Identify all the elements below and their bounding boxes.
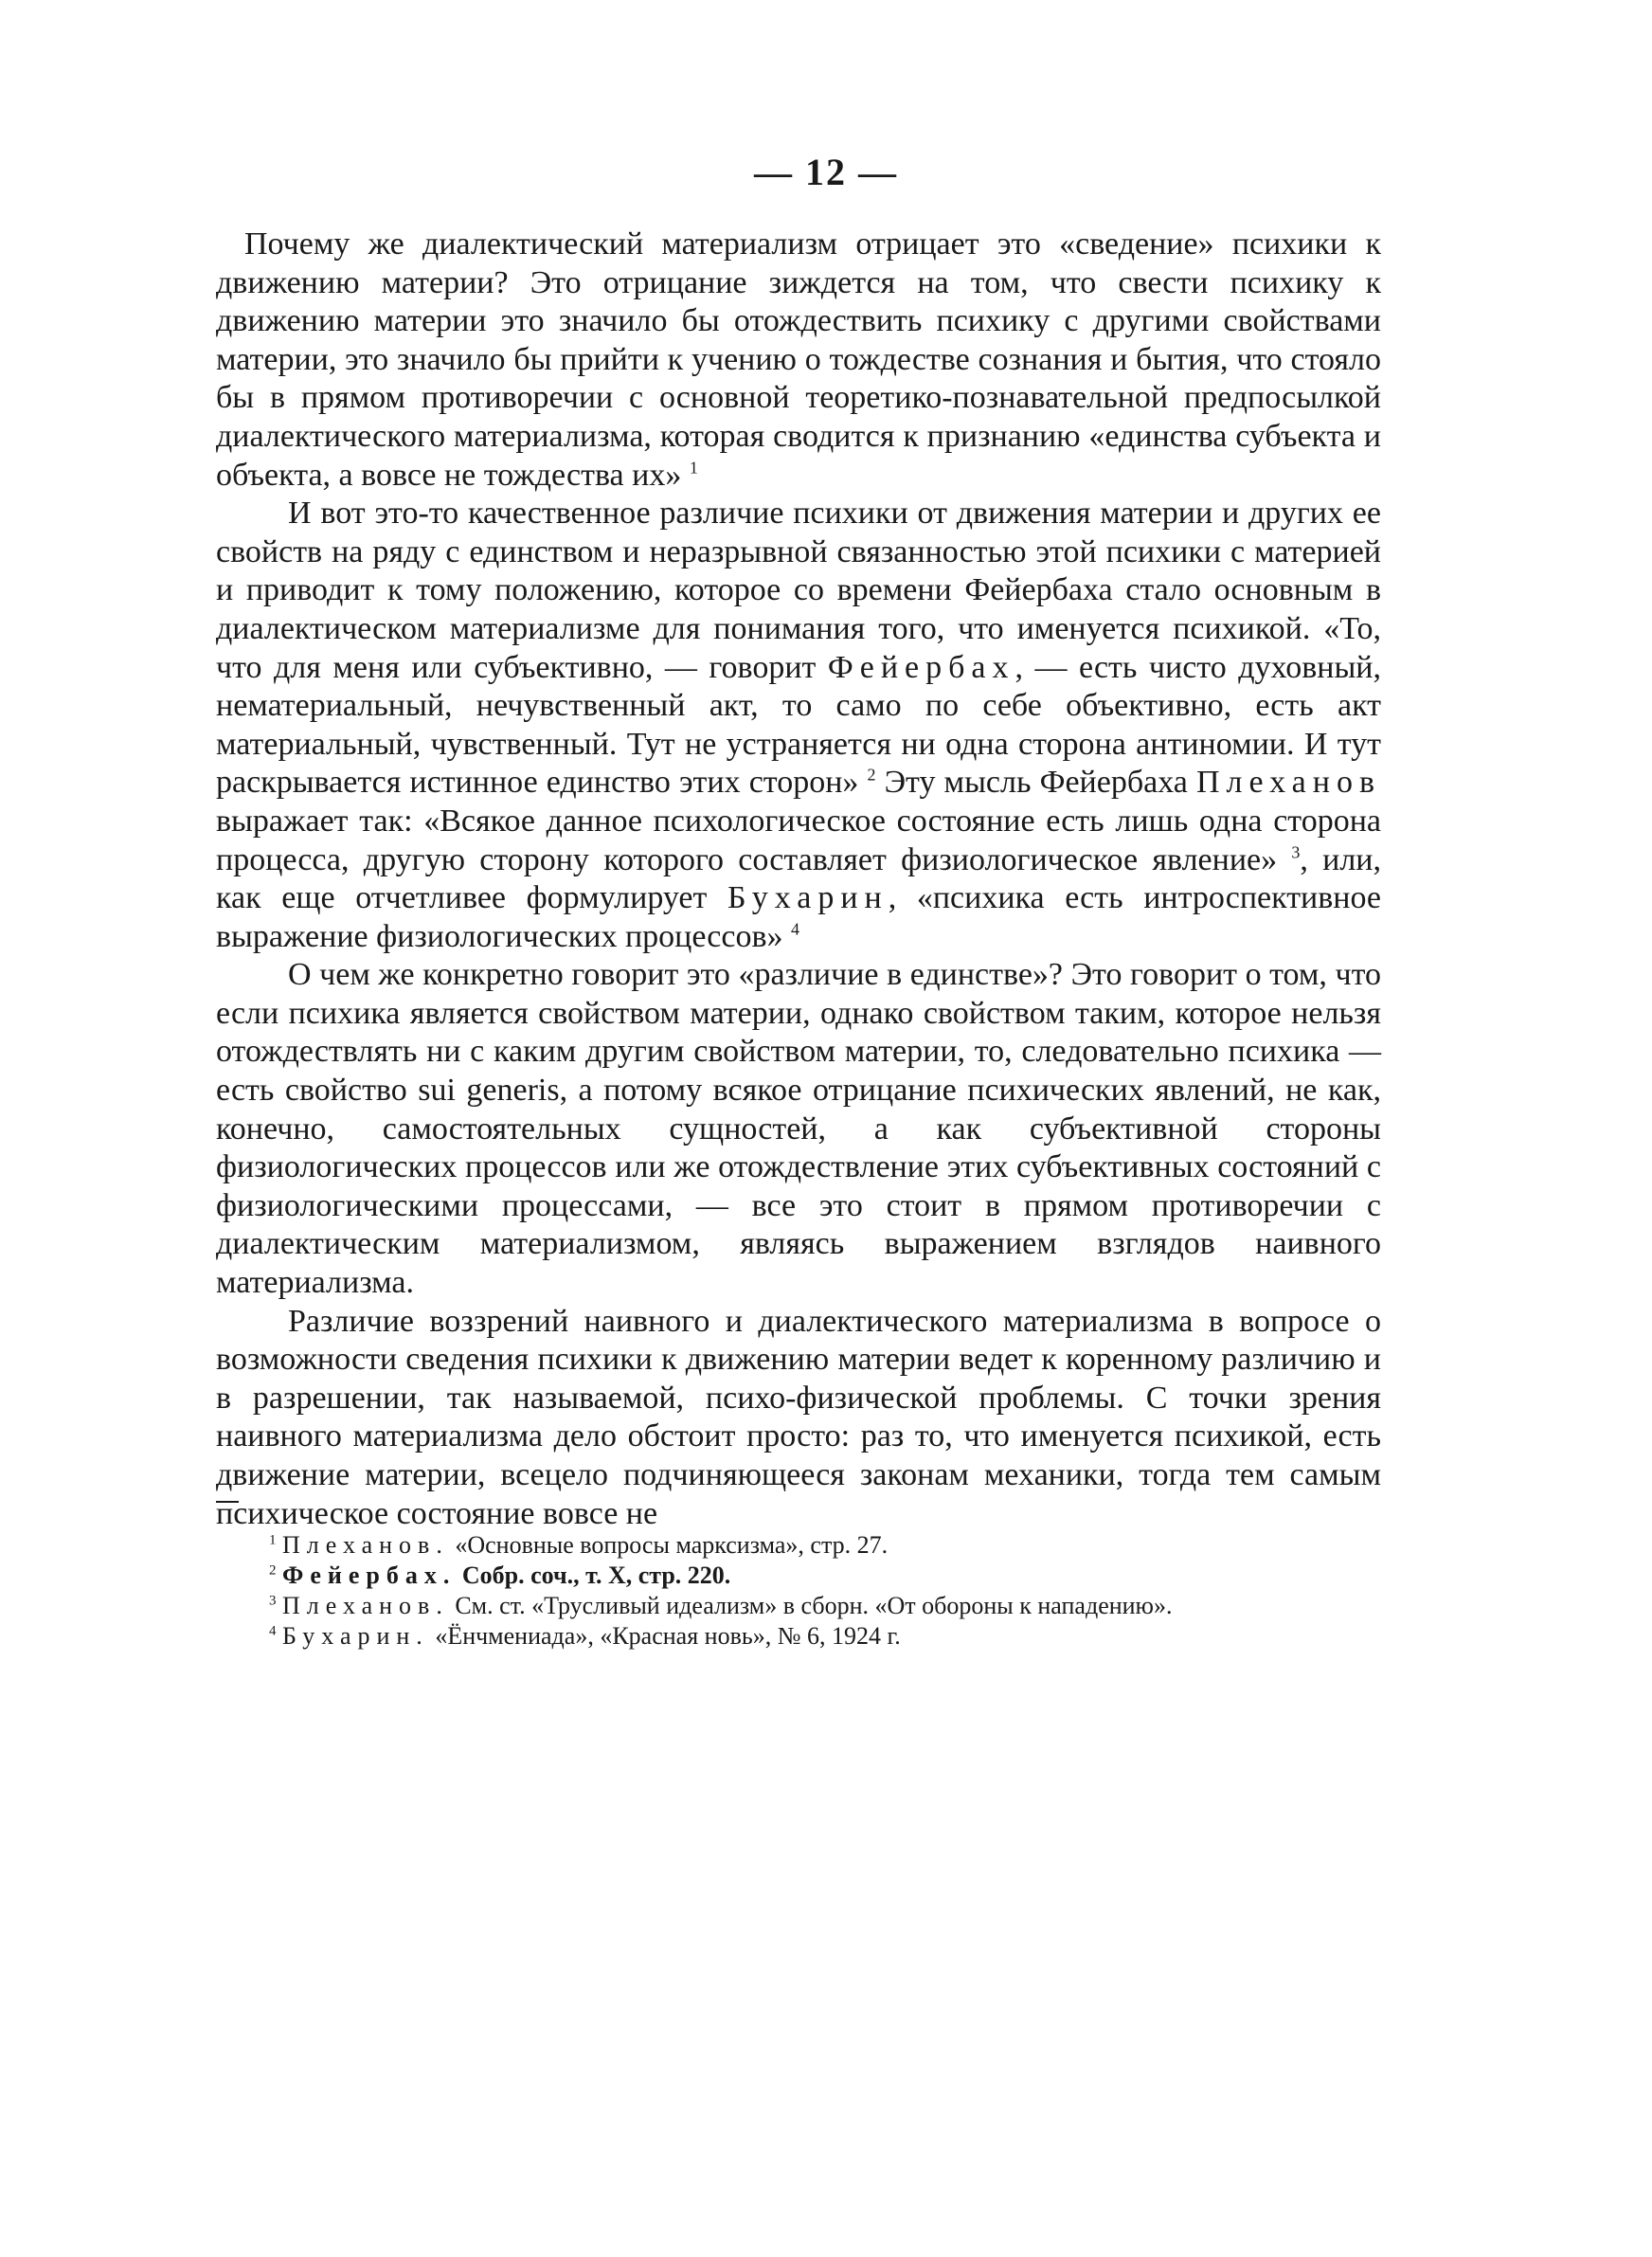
paragraph-2-part6: , «психика есть интроспективное выражение физиологических процессов» xyxy=(216,880,1382,954)
footnotes xyxy=(216,1530,1381,1652)
footnote-author: Плеханов. xyxy=(282,1592,449,1619)
footnote-ref-1: 1 xyxy=(689,458,698,478)
footnote-1 xyxy=(216,1530,1381,1561)
paragraph-1 xyxy=(216,226,1381,495)
paragraph-3 xyxy=(216,956,1381,1302)
author-bukharin: Бухарин xyxy=(727,880,889,916)
paragraph-2 xyxy=(216,495,1381,956)
footnote-text: «Ёнчмениада», «Красная новь», № 6, 1924 г. xyxy=(435,1622,901,1650)
footnote-number: 2 xyxy=(269,1562,277,1579)
footnote-text: «Основные вопросы марксизма», стр. 27. xyxy=(455,1531,889,1559)
footnote-ref-4: 4 xyxy=(791,919,800,939)
footnote-4 xyxy=(216,1621,1381,1652)
footnote-author: Фейербах. xyxy=(282,1562,457,1589)
paragraph-2-part1: И вот это-то качественное различие психики от движения материи и других ее свойств на ряду с единством и неразрывной связанностью этой психики с материей и приводит к тому положению, которое со времени Фейербаха стало основным в диалектическом материализме для понимания того, что именуется психикой. «То, что для меня или субъективно, — говорит xyxy=(216,496,1381,685)
paragraph-2-part2: , — есть чисто духовный, нематериальный, нечувственный акт, то само по себе объективно, есть акт материальный, чувственный. Тут не устраняется ни одна сторона антиномии. И тут раскрывается истинное единство этих сторон» xyxy=(216,649,1381,801)
footnote-ref-2: 2 xyxy=(867,765,876,785)
footnote-2 xyxy=(216,1561,1381,1591)
page-number: — 12 — xyxy=(754,151,898,193)
author-plekhanov: Плеханов xyxy=(1195,765,1382,801)
paragraph-4-text: Различие воззрений наивного и диалектического материализма в вопросе о возможности сведения психики к движению материи ведет к коренному различию и в разрешении, так называемой, психо-физической проблемы. С точки зрения наивного материализма дело обстоит просто: раз то, что именуется психикой, есть движение материи, всецело подчиняющееся законам механики, тогда тем самым психическое состояние вовсе не xyxy=(216,1303,1381,1531)
footnote-text: См. ст. «Трусливый идеализм» в сборн. «От обороны к нападению». xyxy=(455,1592,1173,1619)
footnote-ref-3: 3 xyxy=(1291,842,1301,862)
paragraph-2-part3: Эту мысль Фейербаха xyxy=(875,765,1188,801)
paragraph-4 xyxy=(216,1303,1381,1534)
paragraph-3-text: О чем же конкретно говорит это «различие в единстве»? Это говорит о том, что если психика является свойством материи, однако свойством таким, которое нельзя отождествлять ни с каким другим свойством материи, то, следовательно психика — есть свойство sui generis, а потому всякое отрицание психических явлений, не как, конечно, самостоятельных сущностей, а как субъективной стороны физиологических процессов или же отождествление этих субъективных состояний с физиологическими процессами, — все это стоит в прямом противоречии с диалектическим материализмом, являясь выражением взглядов наивного материализма. xyxy=(216,957,1381,1301)
author-feuerbach: Фейербах xyxy=(827,649,1015,685)
footnote-number: 4 xyxy=(269,1623,277,1639)
footnote-number: 1 xyxy=(269,1532,277,1548)
paragraph-2-part4: выражает так: «Всякое данное психологическое состояние есть лишь одна сторона процесса, другую сторону которого составляет физиологическое явление» xyxy=(216,803,1381,877)
footnote-number: 3 xyxy=(269,1593,277,1609)
footnote-3 xyxy=(216,1591,1381,1621)
paragraph-1-text: Почему же диалектический материализм отрицает это «сведение» психики к движению материи? Это отрицание зиждется на том, что свести психику к движению материи это значило бы отождествить психику с другими свойствами материи, это значило бы прийти к учению о тождестве сознания и бытия, что стояло бы в прямом противоречии с основной теоретико-познавательной предпосылкой диалектического материализма, которая сводится к признанию «единства субъекта и объекта, а вовсе не тождества их» xyxy=(216,226,1381,493)
footnote-author: Плеханов. xyxy=(282,1531,449,1559)
paragraph-2-part5: , или, как еще отчетливее формулирует xyxy=(216,841,1381,916)
footnote-author: Бухарин. xyxy=(282,1622,429,1650)
footnote-divider xyxy=(216,1501,239,1503)
footnote-text: Собр. соч., т. X, стр. 220. xyxy=(461,1562,731,1589)
body-text xyxy=(216,226,1381,1533)
